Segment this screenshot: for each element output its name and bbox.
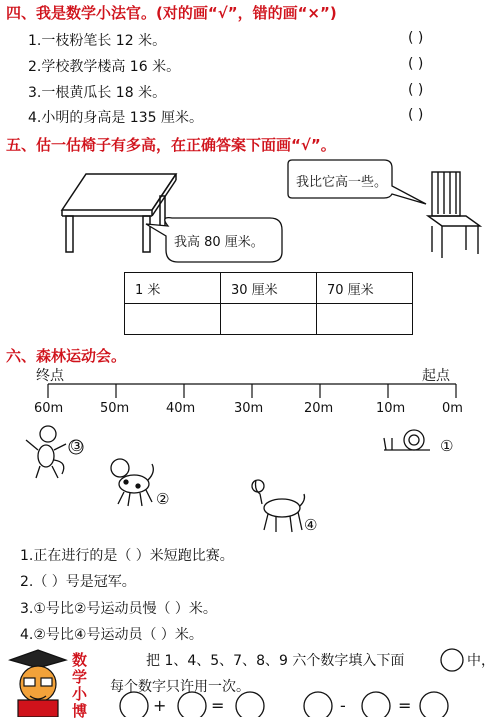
- answer-cell-3[interactable]: [317, 304, 413, 335]
- question-3: 3.①号比②号运动员慢（ ）米。: [20, 601, 217, 617]
- op-plus: +: [153, 696, 167, 715]
- runner-3-label: ③: [70, 437, 84, 455]
- runner-2-label: ②: [156, 490, 170, 508]
- options-table: [124, 272, 413, 335]
- badge-text: 数学小博: [72, 651, 88, 720]
- instruction-line-2: 每个数字只许用一次。: [110, 679, 250, 695]
- tick-10m: 10m: [376, 401, 406, 416]
- dog-icon: [111, 459, 153, 506]
- section6-title: 六、森林运动会。: [6, 347, 127, 365]
- answer-blank-2[interactable]: ( ): [408, 56, 424, 72]
- professor-mascot-icon: [10, 650, 66, 717]
- start-label: 起点: [422, 368, 450, 384]
- instruction-line-1: 把 1、4、5、7、8、9 六个数字填入下面: [146, 653, 405, 669]
- instruction-line-1-end: 中，: [467, 653, 495, 669]
- op-equals-2: =: [398, 696, 412, 715]
- tick-30m: 30m: [234, 401, 264, 416]
- chair-bubble-text: 我比它高一些。: [296, 175, 388, 190]
- answer-cell-1[interactable]: [125, 304, 221, 335]
- question-2: 2.（ ）号是冠军。: [20, 574, 136, 590]
- answer-blank-4[interactable]: ( ): [408, 107, 424, 123]
- end-label: 终点: [36, 368, 64, 384]
- question-1: 1.正在进行的是（ ）米短跑比赛。: [20, 548, 234, 564]
- option-30cm: 30 厘米: [221, 273, 317, 304]
- tick-20m: 20m: [304, 401, 334, 416]
- table-illustration: [62, 174, 176, 252]
- race-track: [48, 384, 456, 398]
- chair-illustration: [428, 172, 480, 258]
- table-bubble-text: 我高 80 厘米。: [174, 235, 264, 250]
- legend-circle: [441, 649, 463, 671]
- section4-item-2: 2.学校教学楼高 16 米。: [28, 59, 181, 75]
- runner-1-label: ①: [440, 437, 454, 455]
- op-minus: -: [340, 696, 346, 715]
- option-1m: 1 米: [125, 273, 221, 304]
- section4-item-3: 3.一根黄瓜长 18 米。: [28, 85, 167, 101]
- snail-icon: [384, 430, 430, 450]
- answer-cell-2[interactable]: [221, 304, 317, 335]
- tick-50m: 50m: [100, 401, 130, 416]
- section5-title: 五、估一估椅子有多高，在正确答案下面画“√”。: [6, 136, 336, 154]
- section4-item-1: 1.一枝粉笔长 12 米。: [28, 33, 167, 49]
- option-70cm: 70 厘米: [317, 273, 413, 304]
- tick-0m: 0m: [442, 401, 463, 416]
- section4-item-4: 4.小明的身高是 135 厘米。: [28, 110, 203, 126]
- question-4: 4.②号比④号运动员（ ）米。: [20, 627, 203, 643]
- tick-60m: 60m: [34, 401, 64, 416]
- horse-icon: [252, 480, 305, 532]
- answer-blank-1[interactable]: ( ): [408, 30, 424, 46]
- op-equals-1: =: [211, 696, 225, 715]
- tick-40m: 40m: [166, 401, 196, 416]
- section4-title: 四、我是数学小法官。(对的画“√”，错的画“×”): [6, 4, 337, 22]
- answer-blank-3[interactable]: ( ): [408, 82, 424, 98]
- monkey-icon: [26, 426, 66, 478]
- runner-4-label: ④: [304, 516, 318, 534]
